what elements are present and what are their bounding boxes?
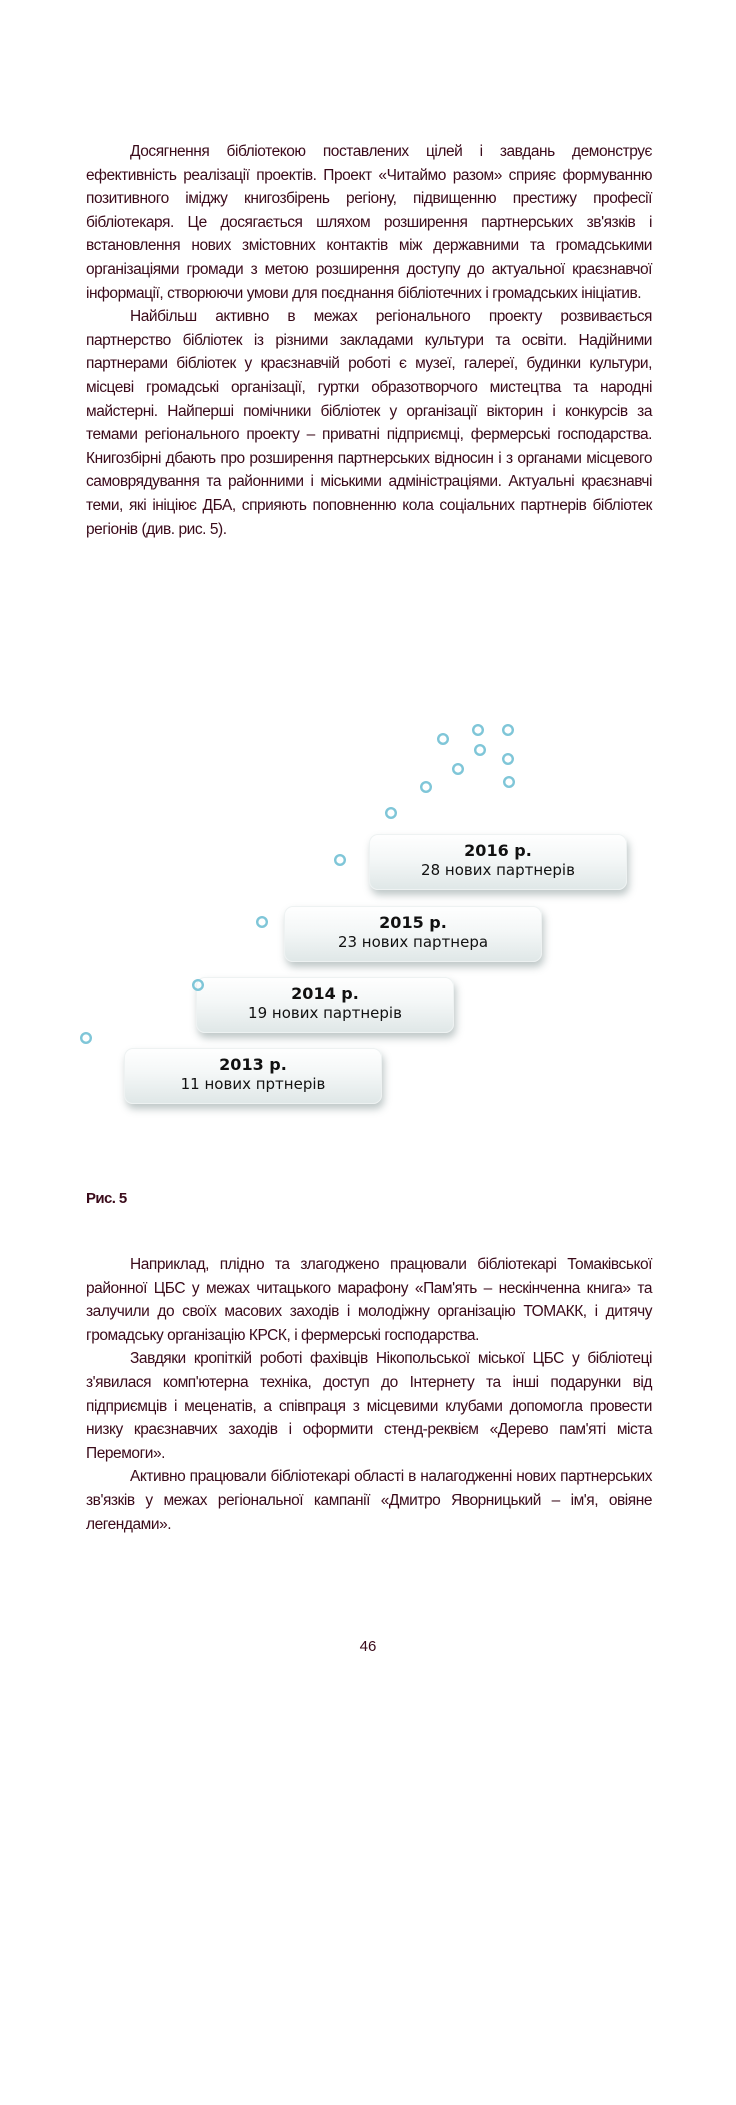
text-block-bottom	[86, 1253, 652, 1536]
step-partners: 23 нових партнера	[337, 933, 489, 951]
step-2016	[369, 834, 627, 890]
paragraph: Наприклад, плідно та злагоджено працювали бібліотекарі Томаківської районної ЦБС у межах читацького марафону «Пам'ять – нескінченна книга» та залучили до своїх масових заходів і молодіжну організацію ТОМАКК, і дитячу громадську організацію КРСК, і фермерські господарства.	[86, 1256, 652, 1344]
paragraph: Найбільш активно в межах регіонального проекту розвивається партнерство бібліотек із різними закладами культури та освіти. Надійними партнерами бібліотек у краєзнавчій роботі є музеї, галереї, будинки культури, місцеві громадські організації, гуртки образотворчого мистецтва та народні майстерні. Найперші помічники бібліотек у організації вікторин і конкурсів за темами регіонального проекту – приватні підприємці, фермерські господарства. Книгозбірні дбають про розширення партнерських відносин і з органами місцевого самоврядування та районними і міськими адміністраціями. Актуальні краєзнавчі теми, які ініціює ДБА, сприяють поповненню кола соціальних партнерів бібліотек регіонів (див. рис. 5).	[86, 308, 652, 538]
circle-dot-icon	[501, 752, 515, 766]
step-2014	[196, 977, 454, 1033]
text-block-top	[86, 140, 652, 541]
step-year: 2013 р.	[219, 1055, 287, 1074]
paragraph: Досягнення бібліотекою поставлених цілей і завдань демонструє ефективність реалізації проектів. Проект «Читаймо разом» сприяє формуванню позитивного іміджу книгозбірень регіону, підвищенню престижу професії бібліотекаря. Це досягається шляхом розширення партнерських зв'язків і встановлення нових змістовних контактів між державними та громадськими організаціями громади з метою розширення доступу до актуальної краєзнавчої інформації, створюючи умови для поєднання бібліотечних і громадських ініціатив.	[86, 143, 652, 302]
page-number: 46	[359, 1638, 377, 1655]
circle-dot-icon	[419, 780, 433, 794]
step-year: 2014 р.	[291, 984, 359, 1003]
circle-dot-icon	[473, 743, 487, 757]
circle-dot-icon	[436, 732, 450, 746]
circle-dot-icon	[451, 762, 465, 776]
step-2015	[284, 906, 542, 962]
step-partners: 19 нових партнерів	[248, 1004, 402, 1022]
circle-dot-icon	[79, 1031, 93, 1045]
figure-caption: Рис. 5	[86, 1190, 127, 1207]
circle-dot-icon	[471, 723, 485, 737]
circle-dot-icon	[255, 915, 269, 929]
circle-dot-icon	[384, 806, 398, 820]
circle-dot-icon	[333, 853, 347, 867]
circle-dot-icon	[191, 978, 205, 992]
step-2013	[124, 1048, 382, 1104]
step-year: 2015 р.	[379, 913, 447, 932]
step-partners: 28 нових партнерів	[421, 861, 575, 879]
paragraph: Активно працювали бібліотекарі області в налагодженні нових партнерських зв'язків у межах регіональної кампанії «Дмитро Яворницький – ім'я, овіяне легендами».	[86, 1468, 652, 1533]
circle-dot-icon	[501, 723, 515, 737]
paragraph: Завдяки кропіткій роботі фахівців Нікопольської міської ЦБС у бібліотеці з'явилася комп'ютерна техніка, доступ до Інтернету та інші подарунки від підприємців і меценатів, а співпраця з місцевими клубами допомогла провести низку краєзнавчих заходів і оформити стенд-реквієм «Дерево пам'яті міста Перемоги».	[86, 1350, 652, 1462]
circle-dot-icon	[502, 775, 516, 789]
step-year: 2016 р.	[464, 841, 532, 860]
step-partners: 11 нових пртнерів	[180, 1075, 326, 1093]
